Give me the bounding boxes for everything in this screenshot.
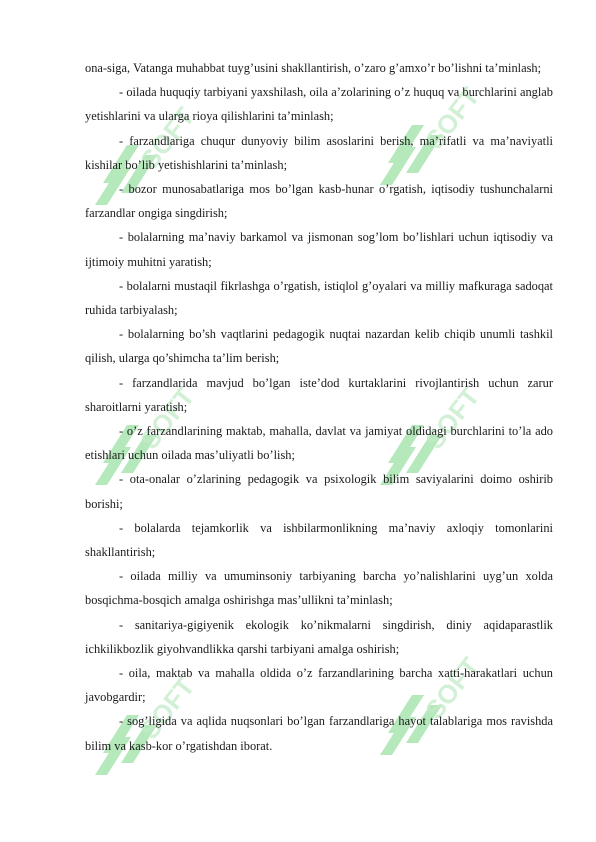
list-item: - sanitariya-gigiyenik ekologik ko’nikmalarni singdirish, diniy aqidaparastlik ichkilikbozlik giyohvandlikka qarshi tarbiyani amalga oshirish; [85, 617, 553, 656]
body-paragraph: ona-siga, Vatanga muhabbat tuyg’usini shakllantirish, o’zaro g’amxo’r bo’lishni ta’minlash; [85, 61, 542, 75]
list-items [85, 80, 553, 758]
list-item: - bozor munosabatlariga mos bo’lgan kasb-hunar o’rgatish, iqtisodiy tushunchalarni farzandlar ongiga singdirish; [85, 182, 553, 221]
list-item: - farzandlarida mavjud bo’lgan iste’dod kurtaklarini rivojlantirish uchun zarur sharoitlarni yaratish; [85, 375, 553, 414]
list-item: - oilada milliy va umuminsoniy tarbiyaning barcha yo’nalishlarini uyg’un xolda bosqichma-bosqich amalga oshirishga mas’ullikni ta’minlash; [85, 569, 553, 608]
list-item: - oila, maktab va mahalla oldida o’z farzandlarining barcha xatti-harakatlari uchun javobgardir; [85, 666, 553, 705]
list-item: - bolalarda tejamkorlik va ishbilarmonlikning ma’naviy axloqiy tomonlarini shakllantirish; [85, 520, 553, 560]
list-item: - bolalarning bo’sh vaqtlarini pedagogik nuqtai nazardan kelib chiqib unumli tashkil qilish, ularga qo’shimcha ta’lim berish; [85, 327, 553, 366]
list-item: - farzandlariga chuqur dunyoviy bilim asoslarini berish, ma’rifatli va ma’naviyatli kishilar bo’lib yetishishlarini ta’minlash; [85, 133, 553, 172]
list-item: - bolalarning ma’naviy barkamol va jismonan sog’lom bo’lishlari uchun iqtisodiy va ijtimoiy muhitni yaratish; [85, 230, 553, 269]
list-item: - sog’ligida va aqlida nuqsonlari bo’lgan farzandlariga hayot talablariga mos ravishda bilim va kasb-kor o’rgatishdan iborat. [85, 714, 553, 753]
list-item: - oilada huquqiy tarbiyani yaxshilash, oila a’zolarining o’z huquq va burchlarini anglab yetishlarini va ularga rioya qilishlarini ta’minlash; [85, 85, 553, 124]
list-item: - ota-onalar o’zlarining pedagogik va psixologik bilim saviyalarini doimo oshirib borishi; [85, 472, 553, 511]
list-item: - bolalarni mustaqil fikrlashga o’rgatish, istiqlol g’oyalari va milliy mafkuraga sadoqat ruhida tarbiyalash; [85, 278, 553, 318]
list-item: - o’z farzandlarining maktab, mahalla, davlat va jamiyat oldidagi burchlarini to’la ado etishlari uchun oilada mas’uliyatli bo’lish; [85, 424, 553, 463]
document-body [85, 56, 553, 758]
